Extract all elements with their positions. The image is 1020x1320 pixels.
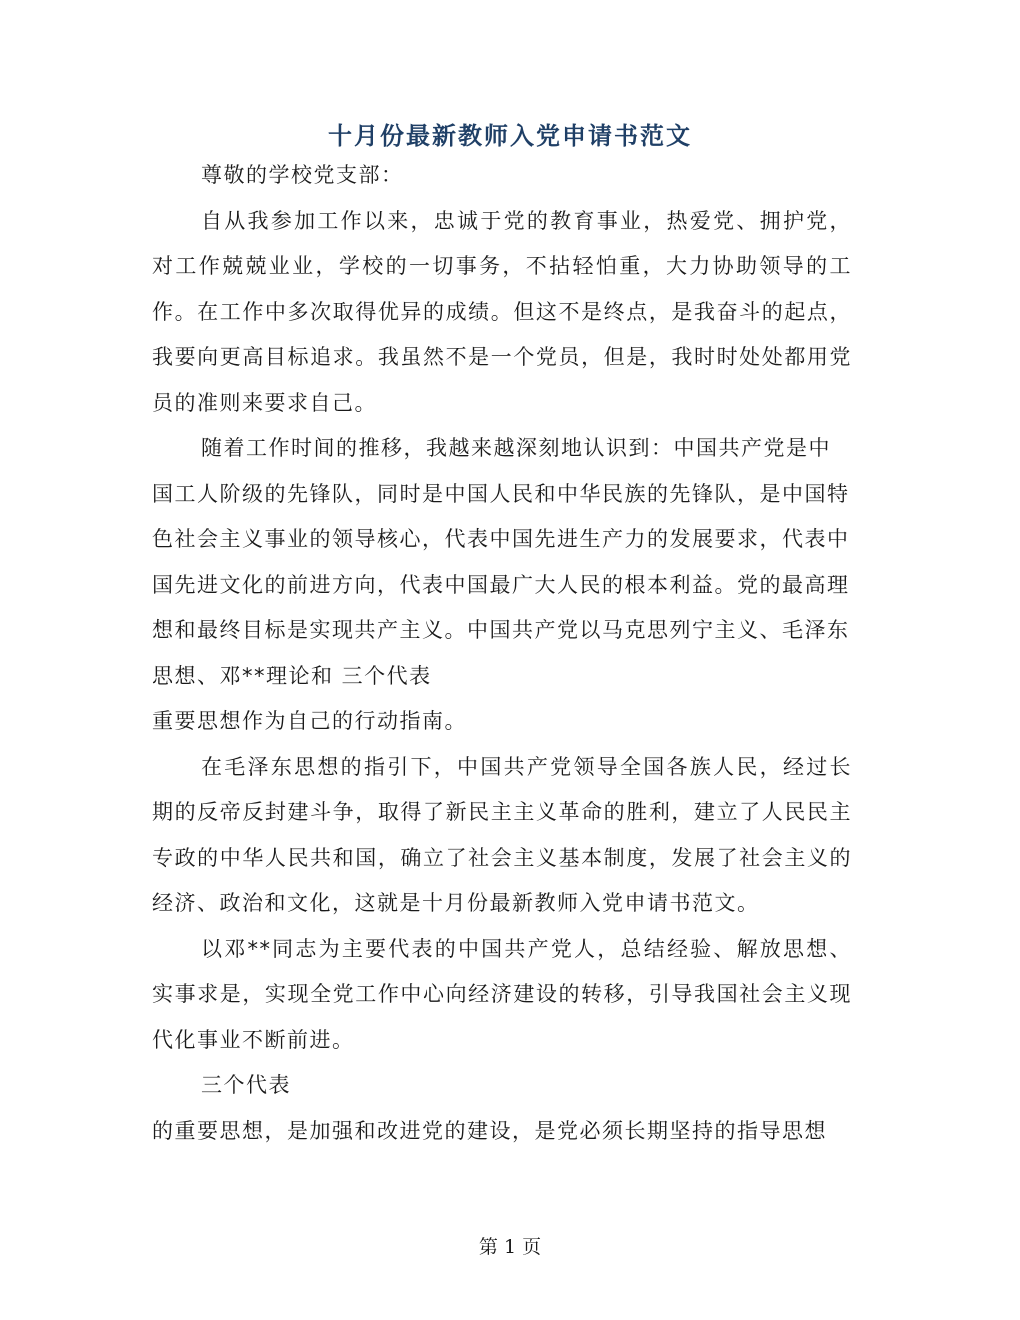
- paragraph-2-continuation: 重要思想作为自己的行动指南。: [152, 709, 467, 733]
- paragraph-5-heading: 三个代表: [201, 1073, 291, 1097]
- document-body: [152, 153, 852, 1154]
- paragraph-4: 以邓**同志为主要代表的中国共产党人，总结经验、解放思想、实事求是，实现全党工作中心向经济建设的转移，引导我国社会主义现代化事业不断前进。: [152, 936, 852, 1052]
- page-number: 第 1 页: [478, 1236, 542, 1258]
- document-title: 十月份最新教师入党申请书范文: [328, 121, 692, 150]
- paragraph-3: 在毛泽东思想的指引下，中国共产党领导全国各族人民，经过长期的反帝反封建斗争，取得了新民主主义革命的胜利，建立了人民民主专政的中华人民共和国，确立了社会主义基本制度，发展了社会主义的经济、政治和文化，这就是十月份最新教师入党申请书范文。: [152, 754, 852, 915]
- paragraph-1: 自从我参加工作以来，忠诚于党的教育事业，热爱党、拥护党，对工作兢兢业业，学校的一切事务，不拈轻怕重，大力协助领导的工作。在工作中多次取得优异的成绩。但这不是终点，是我奋斗的起点，我要向更高目标追求。我虽然不是一个党员，但是，我时时处处都用党员的准则来要求自己。: [152, 208, 852, 415]
- paragraph-5: 的重要思想，是加强和改进党的建设，是党必须长期坚持的指导思想: [152, 1118, 827, 1143]
- salutation: 尊敬的学校党支部：: [201, 163, 404, 187]
- paragraph-2: 随着工作时间的推移，我越来越深刻地认识到：中国共产党是中国工人阶级的先锋队，同时是中国人民和中华民族的先锋队，是中国特色社会主义事业的领导核心，代表中国先进生产力的发展要求，代表中国先进文化的前进方向，代表中国最广大人民的根本利益。党的最高理想和最终目标是实现共产主义。中国共产党以马克思列宁主义、毛泽东思想、邓**理论和 三个代表: [152, 436, 850, 688]
